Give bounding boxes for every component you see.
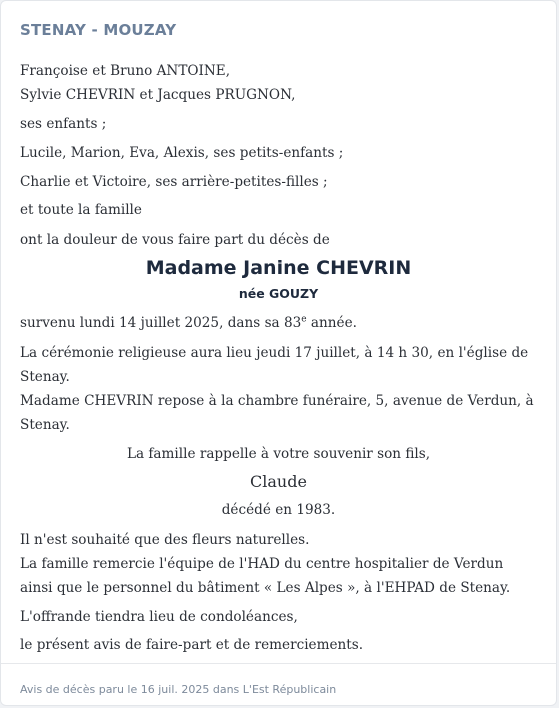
publication-source: Avis de décès paru le 16 juil. 2025 dans L'Est Républicain: [20, 683, 337, 696]
grandchildren-line: Lucile, Marion, Eva, Alexis, ses petits-enfants ;: [20, 145, 344, 161]
children-line: ses enfants ;: [20, 116, 107, 132]
resting-place-paragraph: Madame CHEVRIN repose à la chambre funéraire, 5, avenue de Verdun, à Stenay.: [20, 393, 534, 433]
death-date-end: année.: [306, 315, 357, 331]
footer-divider: [1, 663, 556, 664]
death-date-line: [20, 311, 538, 335]
deceased-name: Madame Janine CHEVRIN: [145, 257, 412, 279]
announcement-line: ont la douleur de vous faire part du décès de: [20, 232, 330, 248]
family-line-2: Sylvie CHEVRIN et Jacques PRUGNON,: [20, 87, 296, 103]
family-line-1: Françoise et Bruno ANTOINE,: [20, 63, 231, 79]
whole-family-line: et toute la famille: [20, 202, 142, 218]
maiden-name: née GOUZY: [238, 286, 319, 301]
ceremony-paragraph: La cérémonie religieuse aura lieu jeudi 17 juillet, à 14 h 30, en l'église de Stenay.: [20, 345, 529, 385]
great-grandchildren-line: Charlie et Victoire, ses arrière-petites-filles ;: [20, 174, 328, 190]
closing-line: le présent avis de faire-part et de remerciements.: [20, 637, 364, 653]
remembrance-line: La famille rappelle à votre souvenir son fils,: [126, 446, 431, 462]
thanks-paragraph: La famille remercie l'équipe de l'HAD du centre hospitalier de Verdun ainsi que le personnel du bâtiment « Les Alpes », à l'EHPAD de Stenay.: [20, 556, 511, 596]
son-name: Claude: [250, 472, 307, 491]
ordinal-suffix: e: [301, 314, 307, 325]
flowers-line: Il n'est souhaité que des fleurs naturelles.: [20, 532, 310, 548]
offering-line: L'offrande tiendra lieu de condoléances,: [20, 609, 298, 625]
son-death-line: décédé en 1983.: [221, 502, 336, 518]
death-date-text: survenu lundi 14 juillet 2025, dans sa 83: [20, 315, 302, 331]
location-heading: STENAY - MOUZAY: [20, 21, 177, 39]
